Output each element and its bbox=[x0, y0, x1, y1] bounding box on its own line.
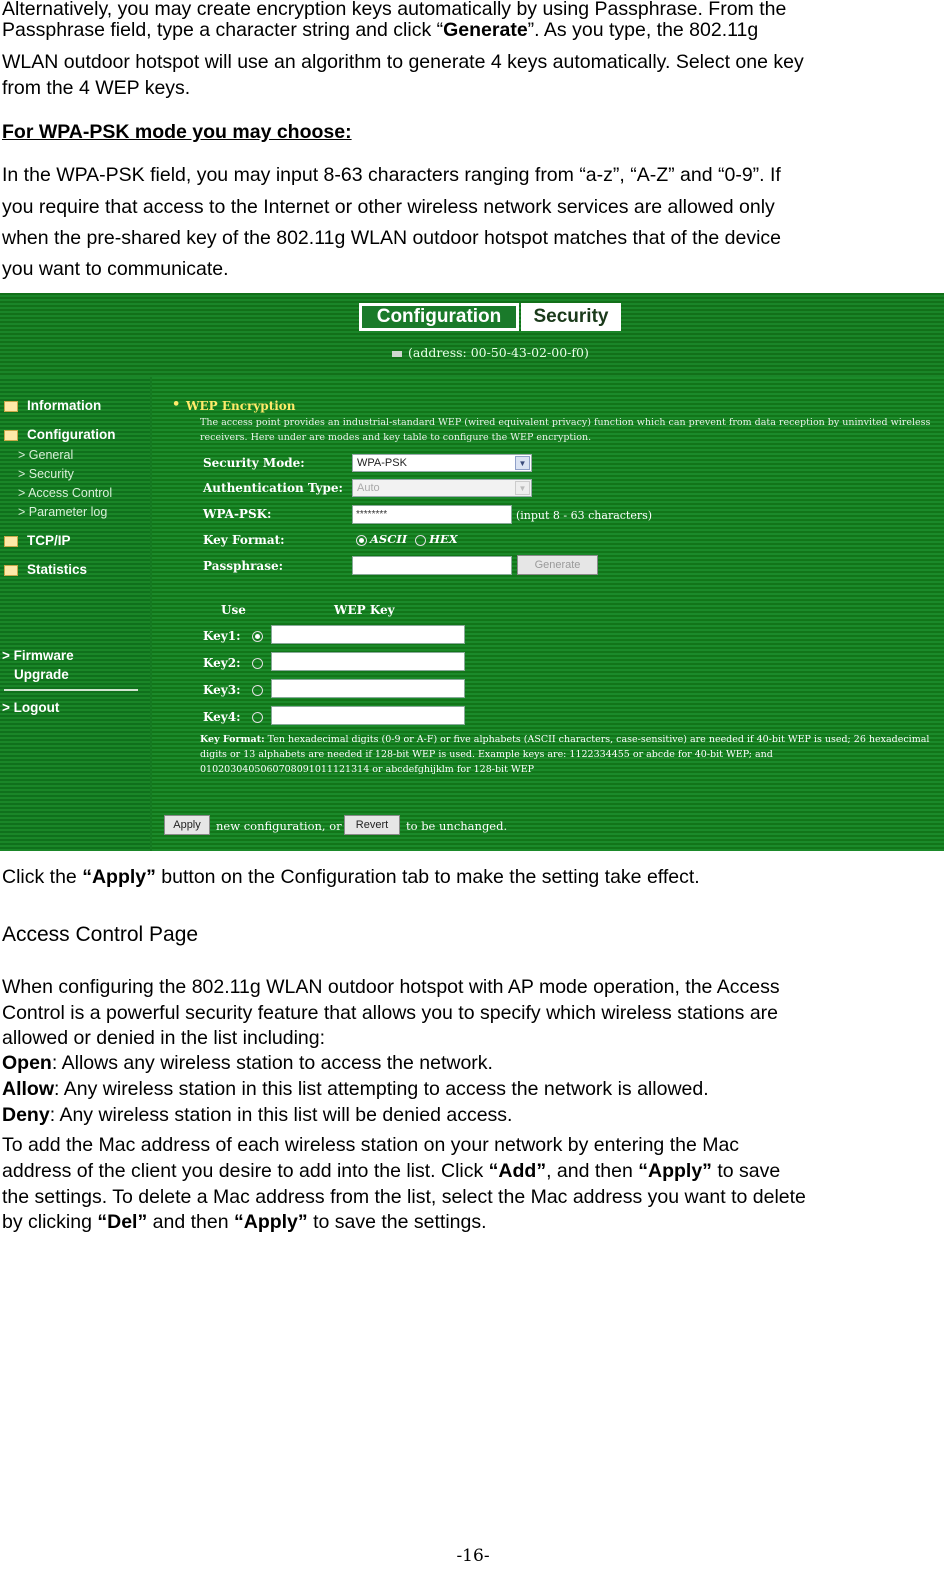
section-title: • WEP Encryption bbox=[186, 399, 296, 413]
security-mode-select[interactable]: WPA-PSK ▼ bbox=[352, 454, 532, 472]
passphrase-label: Passphrase: bbox=[203, 559, 284, 573]
tab-configuration[interactable]: Configuration bbox=[359, 303, 519, 331]
delete-line-1: the settings. To delete a Mac address from the list, select the Mac address you want to delete bbox=[2, 1186, 806, 1208]
wep-key-column-header: WEP Key bbox=[334, 603, 395, 617]
apply-instruction-text: button on the Configuration tab to make the setting take effect. bbox=[155, 866, 700, 888]
sidebar-item-firmware[interactable]: > Firmware bbox=[2, 648, 74, 663]
key4-label: Key4: bbox=[203, 710, 241, 724]
key1-label: Key1: bbox=[203, 629, 241, 643]
add-text: address of the client you desire to add into the list. Click bbox=[2, 1160, 489, 1182]
delete-text: and then bbox=[147, 1211, 234, 1233]
apply-term: “Apply” bbox=[82, 866, 156, 888]
intro-line-2 bbox=[2, 19, 758, 41]
intro-line-1: Alternatively, you may create encryption keys automatically by using Passphrase. From the bbox=[2, 0, 787, 20]
key2-label: Key2: bbox=[203, 656, 241, 670]
del-term: “Del” bbox=[97, 1211, 148, 1233]
deny-text: : Any wireless station in this list will be denied access. bbox=[49, 1104, 513, 1126]
wpa-line-1: In the WPA-PSK field, you may input 8-63 characters ranging from “a-z”, “A-Z” and “0-9”. If bbox=[2, 164, 781, 186]
access-line-3: allowed or denied in the list including: bbox=[2, 1027, 326, 1049]
key3-input[interactable] bbox=[271, 679, 465, 698]
access-line-1: When configuring the 802.11g WLAN outdoor hotspot with AP mode operation, the Access bbox=[2, 976, 780, 998]
wpa-line-2: you require that access to the Internet or other wireless network services are allowed only bbox=[2, 196, 775, 218]
sidebar-item-configuration[interactable]: Configuration bbox=[4, 427, 115, 442]
passphrase-input[interactable] bbox=[352, 556, 512, 575]
add-line-1: To add the Mac address of each wireless station on your network by entering the Mac bbox=[2, 1134, 740, 1156]
wpa-line-4: you want to communicate. bbox=[2, 258, 229, 280]
key3-radio[interactable] bbox=[252, 685, 263, 696]
key-format-note-label: Key Format: bbox=[200, 734, 265, 745]
intro-line-3: WLAN outdoor hotspot will use an algorithm to generate 4 keys automatically. Select one key bbox=[2, 51, 804, 73]
auth-type-select[interactable]: Auto ▼ bbox=[352, 479, 532, 497]
key4-input[interactable] bbox=[271, 706, 465, 725]
key4-radio[interactable] bbox=[252, 712, 263, 723]
chevron-down-icon: ▼ bbox=[515, 456, 530, 470]
sidebar-item-logout[interactable]: > Logout bbox=[2, 700, 60, 715]
revert-button[interactable]: Revert bbox=[344, 815, 400, 835]
sidebar-item-tcpip[interactable]: TCP/IP bbox=[4, 533, 71, 548]
apply-instruction-text: Click the bbox=[2, 866, 83, 888]
apply-text: new configuration, or bbox=[216, 819, 342, 833]
add-text: to save bbox=[711, 1160, 781, 1182]
delete-text: to save the settings. bbox=[307, 1211, 487, 1233]
wpa-psk-hint: (input 8 - 63 characters) bbox=[516, 509, 653, 522]
intro-text: Passphrase field, type a character string and click “ bbox=[2, 19, 444, 41]
open-item bbox=[2, 1052, 493, 1074]
tab-security[interactable]: Security bbox=[521, 303, 621, 331]
sidebar-divider bbox=[4, 689, 138, 691]
sidebar-item-information[interactable]: Information bbox=[4, 398, 101, 413]
allow-item bbox=[2, 1078, 709, 1100]
key3-label: Key3: bbox=[203, 683, 241, 697]
wpa-psk-label: WPA-PSK: bbox=[203, 507, 272, 521]
apply-instruction bbox=[2, 866, 700, 888]
key2-input[interactable] bbox=[271, 652, 465, 671]
sidebar-item-parameter-log[interactable]: > Parameter log bbox=[18, 505, 108, 519]
delete-line-2 bbox=[2, 1211, 487, 1233]
open-label: Open bbox=[2, 1052, 52, 1074]
add-term: “Add” bbox=[488, 1160, 547, 1182]
wpa-line-3: when the pre-shared key of the 802.11g WLAN outdoor hotspot matches that of the device bbox=[2, 227, 782, 249]
folder-icon bbox=[4, 536, 18, 547]
revert-text: to be unchanged. bbox=[406, 819, 508, 833]
network-icon bbox=[392, 351, 402, 357]
chevron-down-icon: ▼ bbox=[515, 481, 530, 495]
access-line-2: Control is a powerful security feature that allows you to specify which wireless stations are bbox=[2, 1002, 779, 1024]
use-column-header: Use bbox=[221, 603, 246, 617]
address-line: (address: 00-50-43-02-00-f0) bbox=[392, 345, 589, 360]
key2-radio[interactable] bbox=[252, 658, 263, 669]
main-panel bbox=[152, 377, 944, 851]
apply-button[interactable]: Apply bbox=[164, 815, 210, 835]
key1-input[interactable] bbox=[271, 625, 465, 644]
access-control-heading: Access Control Page bbox=[2, 923, 199, 946]
intro-line-4: from the 4 WEP keys. bbox=[2, 77, 191, 99]
generate-button[interactable]: Generate bbox=[517, 555, 598, 575]
open-text: : Allows any wireless station to access the network. bbox=[51, 1052, 493, 1074]
security-config-screenshot bbox=[0, 293, 944, 851]
page-number: -16- bbox=[456, 1546, 490, 1566]
apply-term: “Apply” bbox=[233, 1211, 308, 1233]
sidebar-item-firmware-upgrade[interactable]: Upgrade bbox=[14, 667, 69, 682]
key-format-options bbox=[356, 532, 458, 546]
add-text: , and then bbox=[546, 1160, 639, 1182]
wpa-heading: For WPA-PSK mode you may choose: bbox=[2, 121, 352, 143]
allow-text: : Any wireless station in this list attempting to access the network is allowed. bbox=[54, 1078, 709, 1100]
hex-label: HEX bbox=[429, 532, 458, 546]
sidebar-item-statistics[interactable]: Statistics bbox=[4, 562, 87, 577]
sidebar-item-access-control[interactable]: > Access Control bbox=[18, 486, 113, 500]
key1-radio[interactable] bbox=[252, 631, 263, 642]
sidebar-item-security[interactable]: > Security bbox=[18, 467, 74, 481]
security-mode-label: Security Mode: bbox=[203, 456, 305, 470]
allow-label: Allow bbox=[2, 1078, 54, 1100]
apply-term: “Apply” bbox=[638, 1160, 712, 1182]
key-format-note-text: Ten hexadecimal digits (0-9 or A-F) or five alphabets (ASCII characters, case-sensitive) are needed if 40-bit WEP is used; 26 hexadecimal digits or 13 alphabets are needed if 128-bit WEP is used. Example keys are: 1122334455 or abcde for 40-bit WEP; and 0102030405060708091011121314 or abcdefghijklm for 128-bit WEP bbox=[200, 734, 930, 775]
key-format-label: Key Format: bbox=[203, 533, 285, 547]
deny-item bbox=[2, 1104, 512, 1126]
auth-type-label: Authentication Type: bbox=[203, 481, 343, 495]
add-line-2 bbox=[2, 1160, 780, 1182]
hex-radio[interactable] bbox=[415, 535, 426, 546]
folder-icon bbox=[4, 565, 18, 576]
intro-text: ”. As you type, the 802.11g bbox=[527, 19, 759, 41]
key-format-note bbox=[200, 732, 940, 777]
folder-icon bbox=[4, 401, 18, 412]
folder-open-icon bbox=[4, 430, 18, 441]
section-description: The access point provides an industrial-standard WEP (wired equivalent privacy) function which can prevent from data reception by uninvited wireless receivers. Here under are modes and key table to configure the WEP encryption. bbox=[200, 417, 931, 443]
generate-term: Generate bbox=[443, 19, 528, 41]
deny-label: Deny bbox=[2, 1104, 50, 1126]
sidebar-item-general[interactable]: > General bbox=[18, 448, 74, 462]
sidebar bbox=[0, 377, 150, 851]
ascii-radio[interactable] bbox=[356, 535, 367, 546]
delete-text: by clicking bbox=[2, 1211, 98, 1233]
wpa-psk-input[interactable]: ******** bbox=[352, 505, 512, 524]
ascii-label: ASCII bbox=[370, 532, 408, 546]
